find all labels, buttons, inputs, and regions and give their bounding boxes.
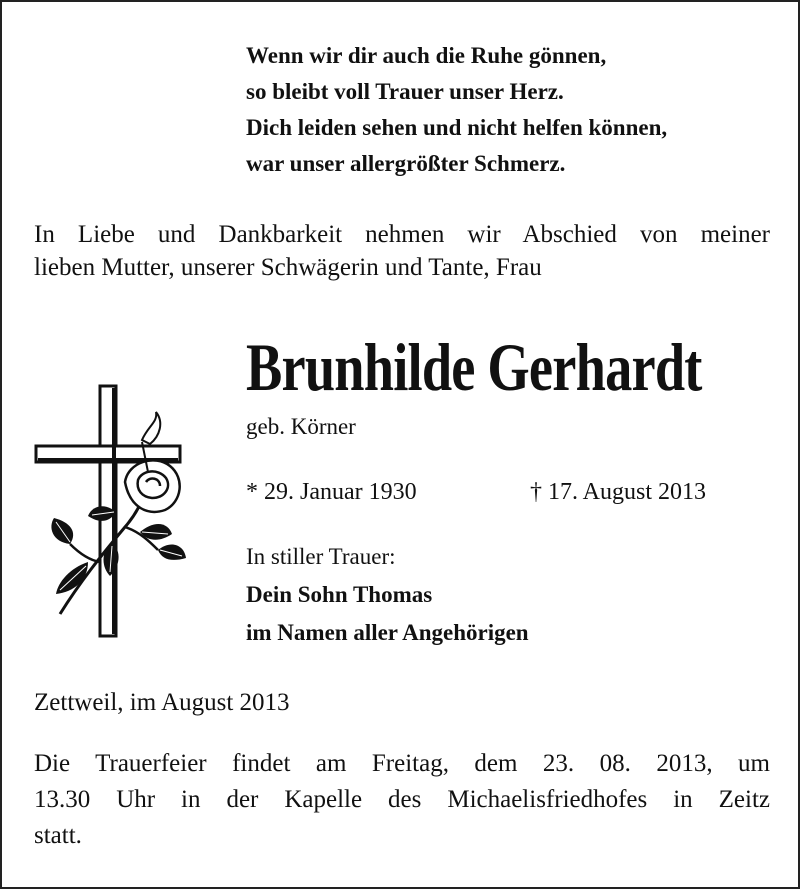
cross-with-rose-icon [30,382,190,642]
death-date: † 17. August 2013 [530,479,707,505]
verse-line: Dich leiden sehen und nicht helfen können, [246,115,668,140]
verse-line: Wenn wir dir auch die Ruhe gönnen, [246,43,607,68]
mourner-line: im Namen aller Angehörigen [246,620,529,645]
intro-text [34,218,770,284]
mourners-block [246,538,529,652]
place-date: Zettweil, im August 2013 [34,689,290,716]
mourner-line: Dein Sohn Thomas [246,582,433,607]
deceased-name: Brunhilde Gerhardt [246,329,702,405]
ceremony-line: 13.30 Uhr in der Kapelle des Michaelisfriedhofes in Zeitz [34,786,770,813]
intro-line: In Liebe und Dankbarkeit nehmen wir Abschied von meiner [34,221,770,248]
verse-line: so bleibt voll Trauer unser Herz. [246,79,564,104]
verse-line: war unser allergrößter Schmerz. [246,151,566,176]
memorial-verse [246,38,667,182]
ceremony-text [34,746,770,854]
ceremony-line: statt. [34,822,82,849]
intro-line: lieben Mutter, unserer Schwägerin und Tante, Frau [34,254,542,281]
maiden-name: geb. Körner [246,414,356,439]
birth-date: * 29. Januar 1930 [246,479,417,505]
ceremony-line: Die Trauerfeier findet am Freitag, dem 23. 08. 2013, um [34,750,770,777]
mourners-heading: In stiller Trauer: [246,544,396,569]
